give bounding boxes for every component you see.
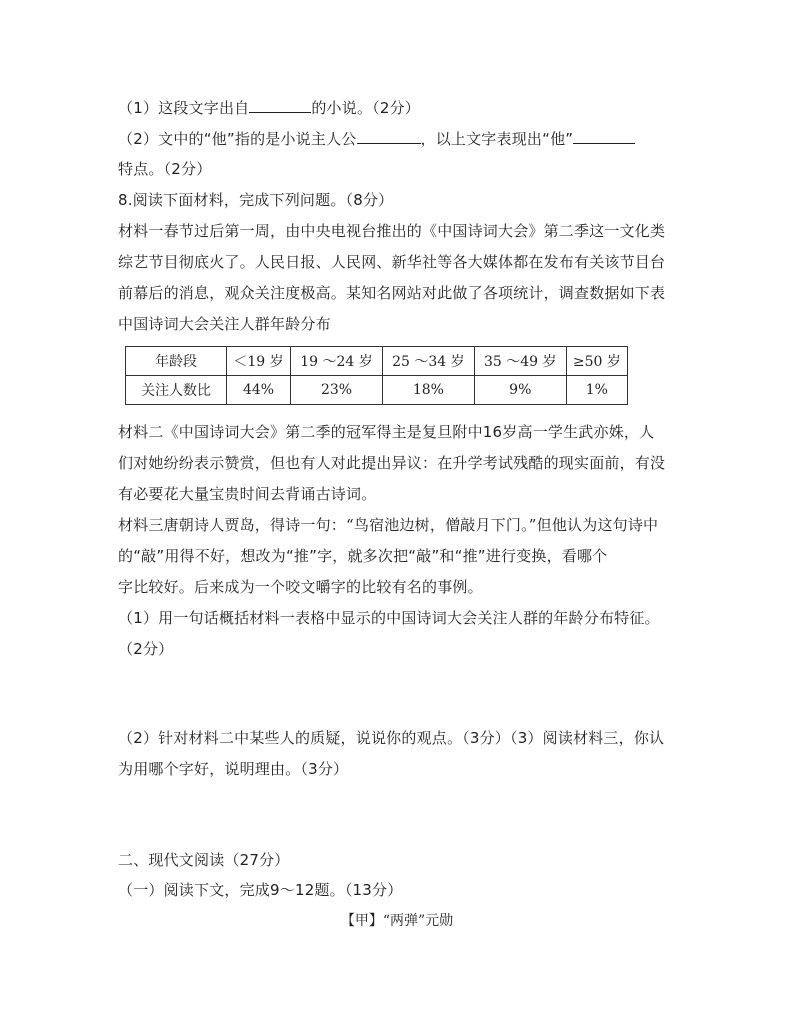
table-cell: 9% bbox=[474, 376, 566, 405]
q8-sub23-cont: 为用哪个字好，说明理由。（3分） bbox=[118, 760, 349, 778]
table-header-cell: 年龄段 bbox=[126, 347, 227, 376]
material1-line: 前幕后的消息，观众关注度极高。某知名网站对此做了各项统计，调查数据如下表 bbox=[118, 284, 666, 302]
q8-sub1: （1）用一句话概括材料一表格中显示的中国诗词大会关注人群的年龄分布特征。 bbox=[118, 609, 660, 627]
section-heading: 二、现代文阅读（27分） bbox=[118, 851, 290, 869]
material2-line: 材料二《中国诗词大会》第二季的冠军得主是复旦附中16岁高一学生武亦姝，人 bbox=[118, 423, 655, 441]
q7-sub1-text-b: 的小说。（2分） bbox=[311, 99, 421, 117]
q8-sub23: （2）针对材料二中某些人的质疑，说说你的观点。（3分）（3）阅读材料三，你认 bbox=[118, 729, 665, 747]
answer-blank[interactable] bbox=[249, 98, 311, 113]
age-distribution-table bbox=[125, 346, 628, 405]
article-title: 【甲】“两弹”元勋 bbox=[340, 913, 454, 929]
q7-sub2 bbox=[118, 129, 635, 149]
table-header-cell: ≥50 岁 bbox=[566, 347, 627, 376]
table-cell: 1% bbox=[566, 376, 627, 405]
material3-line: 字比较好。后来成为一个咬文嚼字的比较有名的事例。 bbox=[118, 578, 483, 596]
table-header-cell: 35 ～49 岁 bbox=[474, 347, 566, 376]
table-cell: 44% bbox=[227, 376, 291, 405]
answer-blank[interactable] bbox=[357, 129, 421, 144]
material2-line: 有必要花大量宝贵时间去背诵古诗词。 bbox=[118, 485, 377, 503]
q8-heading: 8.阅读下面材料，完成下列问题。（8分） bbox=[118, 191, 394, 209]
q8-sub1-cont: （2分） bbox=[118, 640, 174, 658]
material3-line bbox=[118, 515, 658, 535]
poem-quote: “鸟宿池边树，僧敲月下门。” bbox=[346, 516, 537, 534]
material3-text-b: 但他认为这句诗中 bbox=[536, 516, 659, 534]
table-header-cell: 25 ～34 岁 bbox=[382, 347, 474, 376]
table-caption: 中国诗词大会关注人群年龄分布 bbox=[118, 315, 331, 333]
table-row bbox=[126, 376, 628, 405]
material2-line: 们对她纷纷表示赞赏，但也有人对此提出异议：在升学考试残酷的现实面前，有没 bbox=[118, 454, 666, 472]
answer-blank[interactable] bbox=[573, 129, 635, 144]
table-header-cell: ＜19 岁 bbox=[227, 347, 291, 376]
table-cell: 关注人数比 bbox=[126, 376, 227, 405]
material1-line: 综艺节目彻底火了。人民日报、人民网、新华社等各大媒体都在发布有关该节目台 bbox=[118, 253, 666, 271]
q7-sub2-cont: 特点。（2分） bbox=[118, 160, 212, 178]
q7-sub1-text-a: （1）这段文字出自 bbox=[118, 99, 250, 117]
q7-sub2-text-a: （2）文中的“他”指的是小说主人公 bbox=[118, 130, 357, 148]
q7-sub1 bbox=[118, 98, 420, 118]
material3-line: 的“敲”用得不好，想改为“推”字，就多次把“敲”和“推”进行变换，看哪个 bbox=[118, 547, 608, 565]
table-cell: 18% bbox=[382, 376, 474, 405]
material1-line: 材料一春节过后第一周，由中央电视台推出的《中国诗词大会》第二季这一文化类 bbox=[118, 222, 666, 240]
table-cell: 23% bbox=[291, 376, 383, 405]
section-part-heading: （一）阅读下文，完成9～12题。（13分） bbox=[118, 881, 403, 899]
table-header-cell: 19 ～24 岁 bbox=[291, 347, 383, 376]
table-header-row bbox=[126, 347, 628, 376]
q7-sub2-text-b: ，以上文字表现出“他” bbox=[420, 130, 574, 148]
material3-text-a: 材料三唐朝诗人贾岛，得诗一句： bbox=[118, 516, 347, 534]
